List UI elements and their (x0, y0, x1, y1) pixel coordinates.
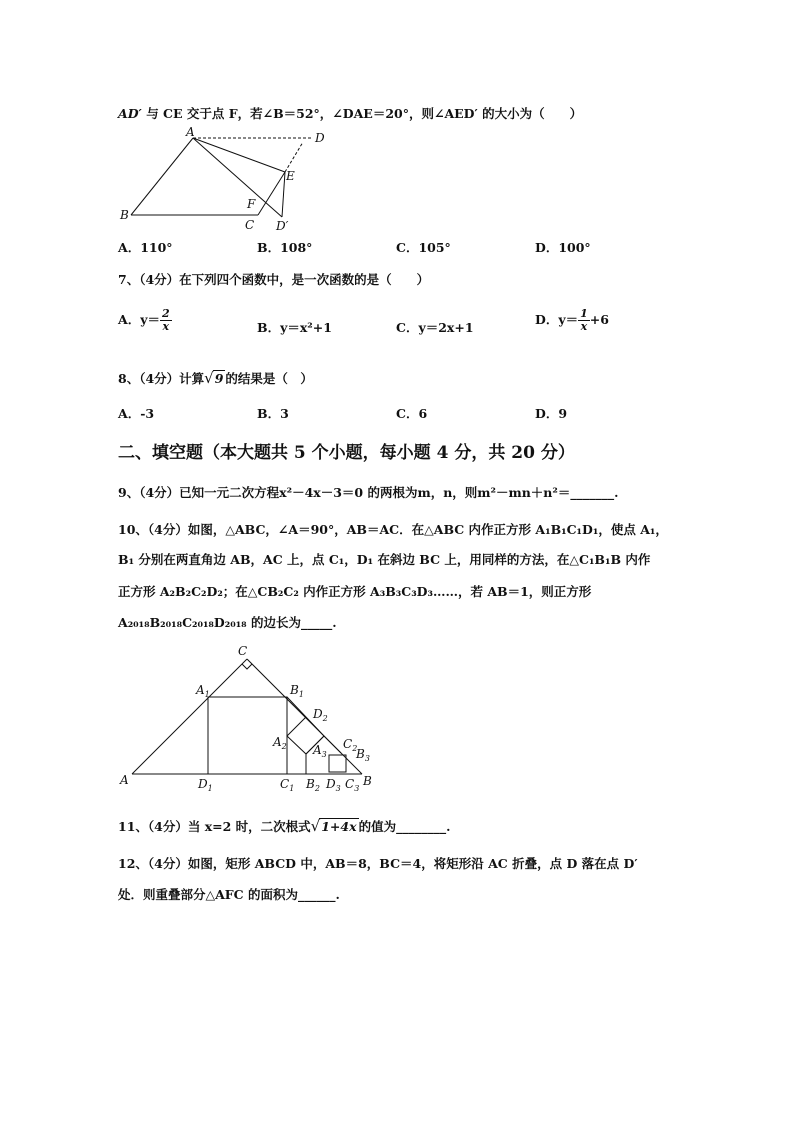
q7-option-a-den: x (162, 320, 170, 333)
q12-line2: 处．则重叠部分△AFC 的面积为______. (118, 887, 340, 902)
fig-label-a3 (312, 743, 327, 759)
fig-label-a2-sub: 2 (281, 742, 287, 751)
q6-stem-b: 与 CE 交于点 F，若∠B＝52°，∠DAE＝20°，则∠AED′ 的大小为（ ） (141, 106, 583, 121)
q10-line1: 10、（4分）如图，△ABC，∠A＝90°，AB＝AC．在△ABC 内作正方形 A₁B₁C₁D₁，使点 A₁， (118, 522, 668, 537)
q8-option-a: A．-3 (118, 406, 155, 421)
q8-stem-b: 的结果是（ ） (225, 371, 313, 386)
label-c: C (245, 218, 255, 232)
q6-option-d: D．100° (535, 240, 591, 255)
q8-option-b: B．3 (257, 406, 289, 421)
edge-edp (282, 172, 285, 217)
fig-label-b1-main: B (290, 683, 299, 697)
q7-option-d (535, 308, 609, 333)
q7-stem: 7、（4分）在下列四个函数中，是一次函数的是（ ） (118, 272, 430, 287)
fig-label-a3-sub: 3 (321, 750, 327, 759)
fig-label-d3-main: D (326, 777, 336, 791)
q6-stem (118, 104, 582, 122)
q8-stem (118, 369, 313, 387)
q7-option-c: C．y＝2x+1 (396, 320, 474, 335)
fig-label-b3 (355, 747, 370, 763)
fig-label-b2-sub: 2 (314, 784, 320, 793)
q10-line4: A₂₀₁₈B₂₀₁₈C₂₀₁₈D₂₀₁₈ 的边长为_____. (118, 615, 337, 630)
q11-stem-a: 11、（4分）当 x=2 时，二次根式 (118, 819, 311, 834)
fig-label-a2 (272, 735, 287, 751)
square-3 (329, 755, 346, 772)
fig-label-b3-sub: 3 (364, 754, 370, 763)
label-e: E (286, 169, 295, 183)
fig-label-d3-sub: 3 (335, 784, 341, 793)
fig-label-a: A (120, 773, 129, 787)
leg-cb (247, 659, 362, 774)
q11-text (118, 817, 450, 835)
q9-text: 9、（4分）已知一元二次方程x²－4x－3＝0 的两根为m，n，则m²－mn＋n²＝_______. (118, 485, 619, 500)
fig-label-d1-sub: 1 (207, 784, 213, 793)
label-a: A (186, 125, 195, 139)
fig-label-d2-sub: 2 (322, 714, 328, 723)
fig-label-b: B (363, 774, 372, 788)
fig-label-c1-sub: 1 (289, 784, 295, 793)
fig-label-c2-sub: 2 (352, 744, 358, 753)
fig-label-c1 (280, 777, 294, 793)
fig-label-c3 (345, 777, 359, 793)
sqrt-icon: √ (204, 369, 214, 387)
q11-radicand: 1+4x (321, 819, 357, 834)
right-angle-mark (242, 664, 252, 669)
q11-stem-b: 的值为________. (358, 819, 451, 834)
fig-label-b1-sub: 1 (298, 690, 304, 699)
q6-option-c: C．105° (396, 240, 451, 255)
fig-label-b3-main: B (356, 747, 365, 761)
q10-line3: 正方形 A₂B₂C₂D₂；在△CB₂C₂ 内作正方形 A₃B₃C₃D₃……，若 AB＝1，则正方形 (118, 584, 592, 599)
q7-option-d-den: x (580, 320, 588, 333)
leg-ac (132, 659, 247, 774)
label-b: B (120, 208, 129, 222)
q7-option-a-prefix: A．y＝ (118, 312, 160, 327)
fig-label-d3 (325, 777, 341, 793)
q8-stem-a: 8、（4分）计算 (118, 371, 205, 386)
fig-label-b1 (289, 683, 304, 699)
q12-line1: 12、（4分）如图，矩形 ABCD 中，AB＝8，BC＝4，将矩形沿 AC 折叠，点 D 落在点 D′ (118, 856, 638, 871)
fig-label-b2 (305, 777, 320, 793)
label-f: F (247, 197, 256, 211)
fig-label-a1-main: A (196, 683, 205, 697)
edge-ed-dashed (285, 142, 303, 172)
q7-option-d-num: 1 (580, 307, 588, 320)
q8-option-d: D．9 (535, 406, 568, 421)
fig-label-c: C (238, 644, 248, 658)
sqrt-icon-q11: √ (310, 817, 321, 835)
q10-figure (110, 640, 382, 798)
q8-option-c: C．6 (396, 406, 428, 421)
fig-label-c3-main: C (345, 777, 355, 791)
q10-line2: B₁ 分别在两直角边 AB，AC 上，点 C₁，D₁ 在斜边 BC 上，用同样的方法，在△C₁B₁B 内作 (118, 552, 651, 567)
edge-ce (258, 172, 285, 215)
q6-stem-a: AD′ (118, 106, 142, 121)
fig-label-d2 (312, 707, 328, 723)
label-dprime: D′ (276, 219, 289, 233)
q7-option-b: B．y＝x²+1 (257, 320, 332, 335)
q8-radicand: 9 (214, 371, 224, 386)
fig-label-a3-main: A (313, 743, 322, 757)
edge-ae (193, 138, 285, 172)
section-title: 二、填空题（本大题共 5 个小题，每小题 4 分，共 20 分） (118, 443, 575, 463)
fig-label-c2-main: C (343, 737, 353, 751)
fig-label-a1 (195, 683, 210, 699)
fig-label-d1 (197, 777, 213, 793)
q7-option-a (118, 308, 172, 333)
q7-option-d-prefix: D．y＝ (535, 312, 579, 327)
fig-label-d2-main: D (313, 707, 323, 721)
edge-adp (193, 138, 282, 217)
edge-ab (131, 138, 193, 215)
label-d: D (315, 131, 325, 145)
fig-label-d1-main: D (198, 777, 208, 791)
fig-label-c3-sub: 3 (354, 784, 360, 793)
q7-option-d-fraction (578, 308, 590, 333)
fig-label-a2-main: A (273, 735, 282, 749)
fig-label-a1-sub: 1 (204, 690, 210, 699)
q6-option-b: B．108° (257, 240, 313, 255)
fig-label-c1-main: C (280, 777, 290, 791)
fig-label-b2-main: B (306, 777, 315, 791)
q7-option-a-num: 2 (161, 307, 170, 320)
q6-option-a: A．110° (118, 240, 173, 255)
q7-option-a-fraction (160, 308, 172, 333)
q6-figure (118, 124, 338, 236)
q7-option-d-suffix: +6 (589, 312, 609, 327)
